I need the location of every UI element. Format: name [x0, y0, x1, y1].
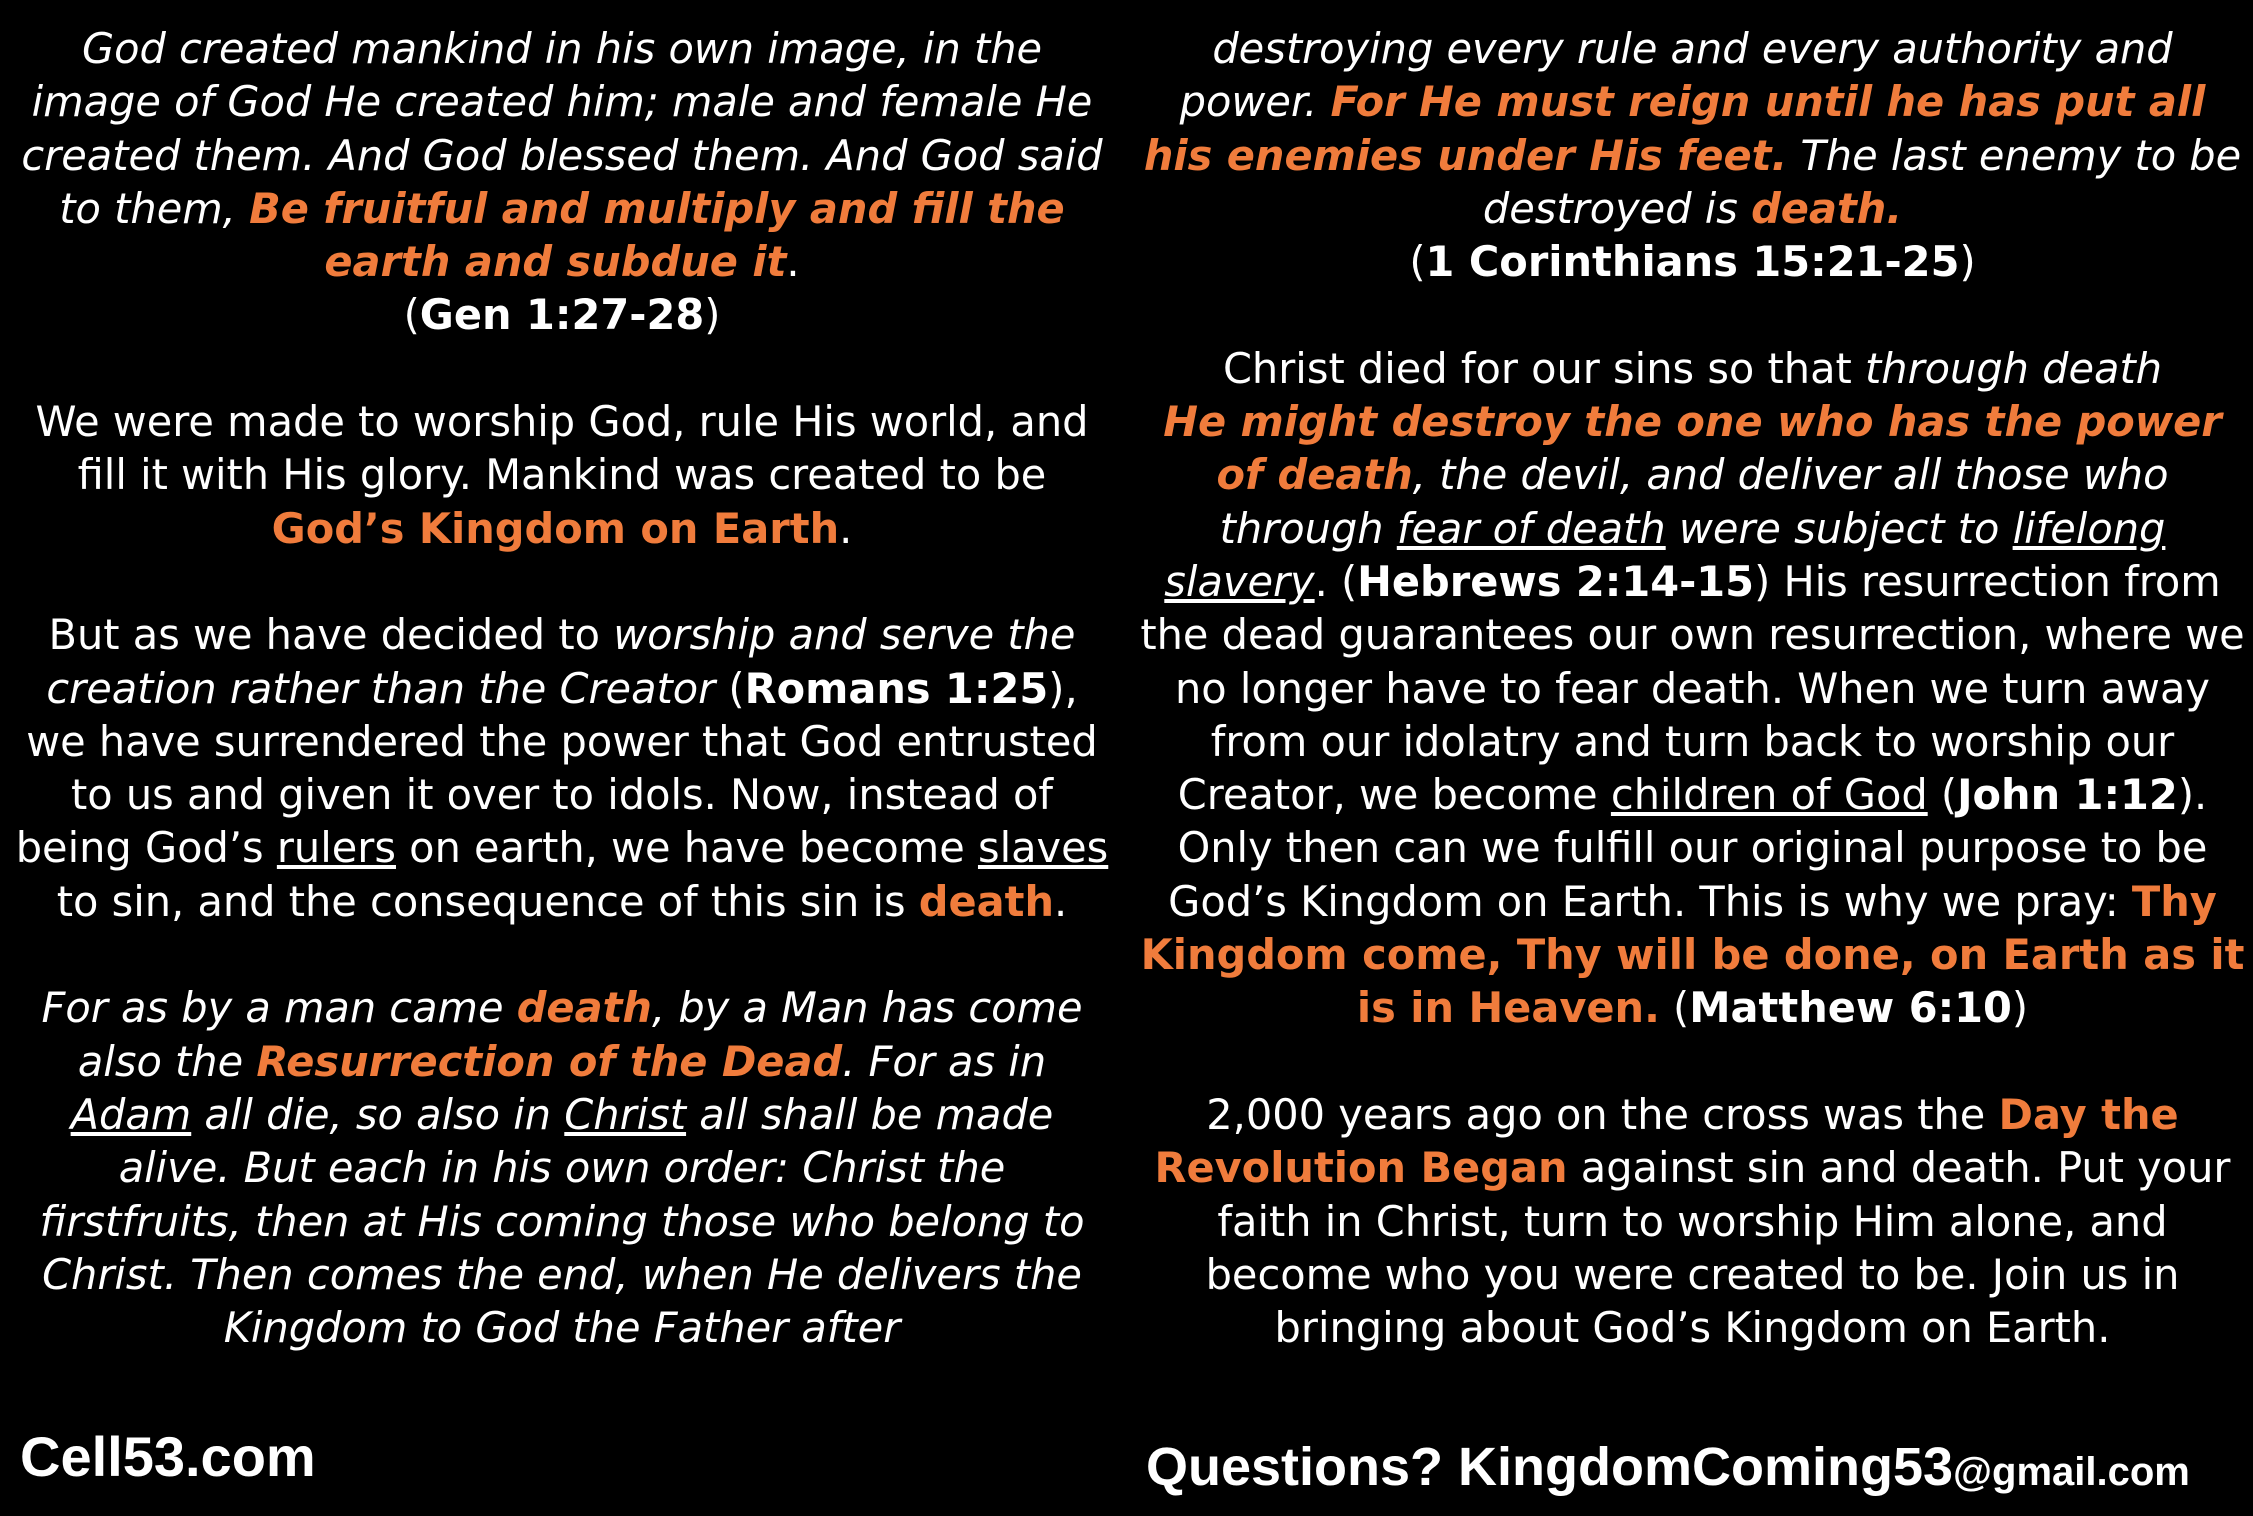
- underlined-text: rulers: [276, 823, 396, 873]
- scripture-reference: John 1:12: [1957, 770, 2178, 820]
- italic-text: were subject to: [1665, 503, 2013, 553]
- text: .: [839, 503, 853, 553]
- left-column: [12, 22, 1112, 1354]
- scripture-reference: 1 Corinthians 15:21-25: [1425, 237, 1960, 287]
- text: against sin and death. Put your faith in Christ, turn to worship Him alone, and become who you were created to be. Join us in bringing about God’s Kingdom on Earth.: [1205, 1143, 2231, 1353]
- highlight-text: Day the Revolution Began: [1154, 1089, 2179, 1193]
- contact-line: [1146, 1432, 2190, 1516]
- text: destroying every rule and every authority and power.: [1179, 24, 2173, 127]
- highlight-text: death.: [1751, 183, 1903, 233]
- right-column: [1140, 22, 2245, 1354]
- underlined-text: Christ: [564, 1089, 687, 1139]
- text: to sin, and the consequence of this sin is: [56, 876, 919, 926]
- italic-text: through death: [1865, 343, 2163, 393]
- underlined-text: slaves: [977, 823, 1109, 873]
- website-label: Cell53.com: [20, 1425, 316, 1488]
- text: on earth, we have become: [395, 823, 978, 873]
- scripture-reference: Romans 1:25: [744, 663, 1049, 713]
- idolatry-paragraph: [12, 608, 1112, 928]
- text: (: [1659, 983, 1690, 1033]
- underlined-text: fear of death: [1396, 503, 1666, 553]
- scripture-reference: Hebrews 2:14-15: [1357, 556, 1755, 606]
- purpose-paragraph: [12, 395, 1112, 555]
- text: . For as in: [842, 1036, 1047, 1086]
- highlight-text: He might destroy the one who has the power of death: [1163, 397, 2222, 500]
- text: (: [403, 290, 420, 340]
- text: 2,000 years ago on the cross was the: [1206, 1089, 1999, 1139]
- text: Christ died for our sins so that: [1222, 343, 1865, 393]
- email-domain: @gmail.com: [1953, 1450, 2190, 1494]
- text: ): [704, 290, 721, 340]
- highlight-text: Be fruitful and multiply and fill the earth and subdue it: [249, 183, 1065, 287]
- underlined-text: Adam: [70, 1089, 192, 1139]
- text: The last enemy to be destroyed is: [1482, 130, 2242, 233]
- corinthians-continued-paragraph: [1140, 22, 2245, 288]
- text: ). Only then can we fulfill our original purpose to be God’s Kingdom on Earth. This is why we pray:: [1168, 770, 2208, 926]
- text: , by a Man has come also the: [77, 983, 1083, 1086]
- text: ), we have surrendered the power that God entrusted to us and given it over to idols. Now, instead of being God’s: [15, 663, 1098, 873]
- highlight-text: Resurrection of the Dead: [256, 1036, 843, 1086]
- highlight-text: God’s Kingdom on Earth: [271, 503, 840, 553]
- text: .: [786, 237, 800, 287]
- italic-text: worship and serve the creation rather than the Creator: [46, 610, 1076, 713]
- questions-label: Questions? KingdomComing53: [1146, 1437, 1954, 1497]
- revolution-paragraph: [1140, 1088, 2245, 1354]
- text: . (: [1314, 556, 1358, 606]
- text: all shall be made alive. But each in his own order: Christ the firstfruits, then at His coming those who belong to Christ. Then comes the end, when He delivers the Kingdom to God the Father after: [39, 1089, 1085, 1353]
- text: all die, so also in: [191, 1089, 565, 1139]
- text: We were made to worship God, rule His world, and fill it with His glory. Mankind was created to be: [35, 397, 1089, 500]
- text: ) His resurrection from the dead guarantees our own resurrection, where we no longer have to fear death. When we turn away from our idolatry and turn back to worship our Creator, we become: [1140, 556, 2245, 820]
- text: But as we have decided to: [48, 610, 614, 660]
- genesis-paragraph: [12, 22, 1112, 342]
- highlight-text: death: [918, 876, 1055, 926]
- underlined-text: children of God: [1610, 770, 1928, 820]
- underlined-text: lifelong slavery: [1164, 503, 2166, 606]
- highlight-text: Thy Kingdom come, Thy will be done, on Earth as it is in Heaven.: [1140, 876, 2245, 1033]
- text: God created mankind in his own image, in the image of God He created him; male and female He created them. And God blessed them. And God said to them,: [21, 24, 1103, 233]
- text: ): [2011, 983, 2029, 1033]
- text: (: [1409, 237, 1426, 287]
- text: ): [1959, 237, 1976, 287]
- text: (: [1927, 770, 1958, 820]
- christ-died-paragraph: [1140, 342, 2245, 1035]
- text: For as by a man came: [41, 983, 517, 1033]
- corinthians-paragraph: [12, 981, 1112, 1354]
- highlight-text: For He must reign until he has put all his enemies under His feet.: [1143, 77, 2206, 180]
- scripture-reference: Gen 1:27-28: [419, 290, 705, 340]
- text: .: [1054, 876, 1068, 926]
- highlight-text: death: [516, 983, 652, 1033]
- italic-text: , the devil, and deliver all those who through: [1219, 450, 2169, 553]
- scripture-reference: Matthew 6:10: [1689, 983, 2012, 1033]
- text: (: [715, 663, 745, 713]
